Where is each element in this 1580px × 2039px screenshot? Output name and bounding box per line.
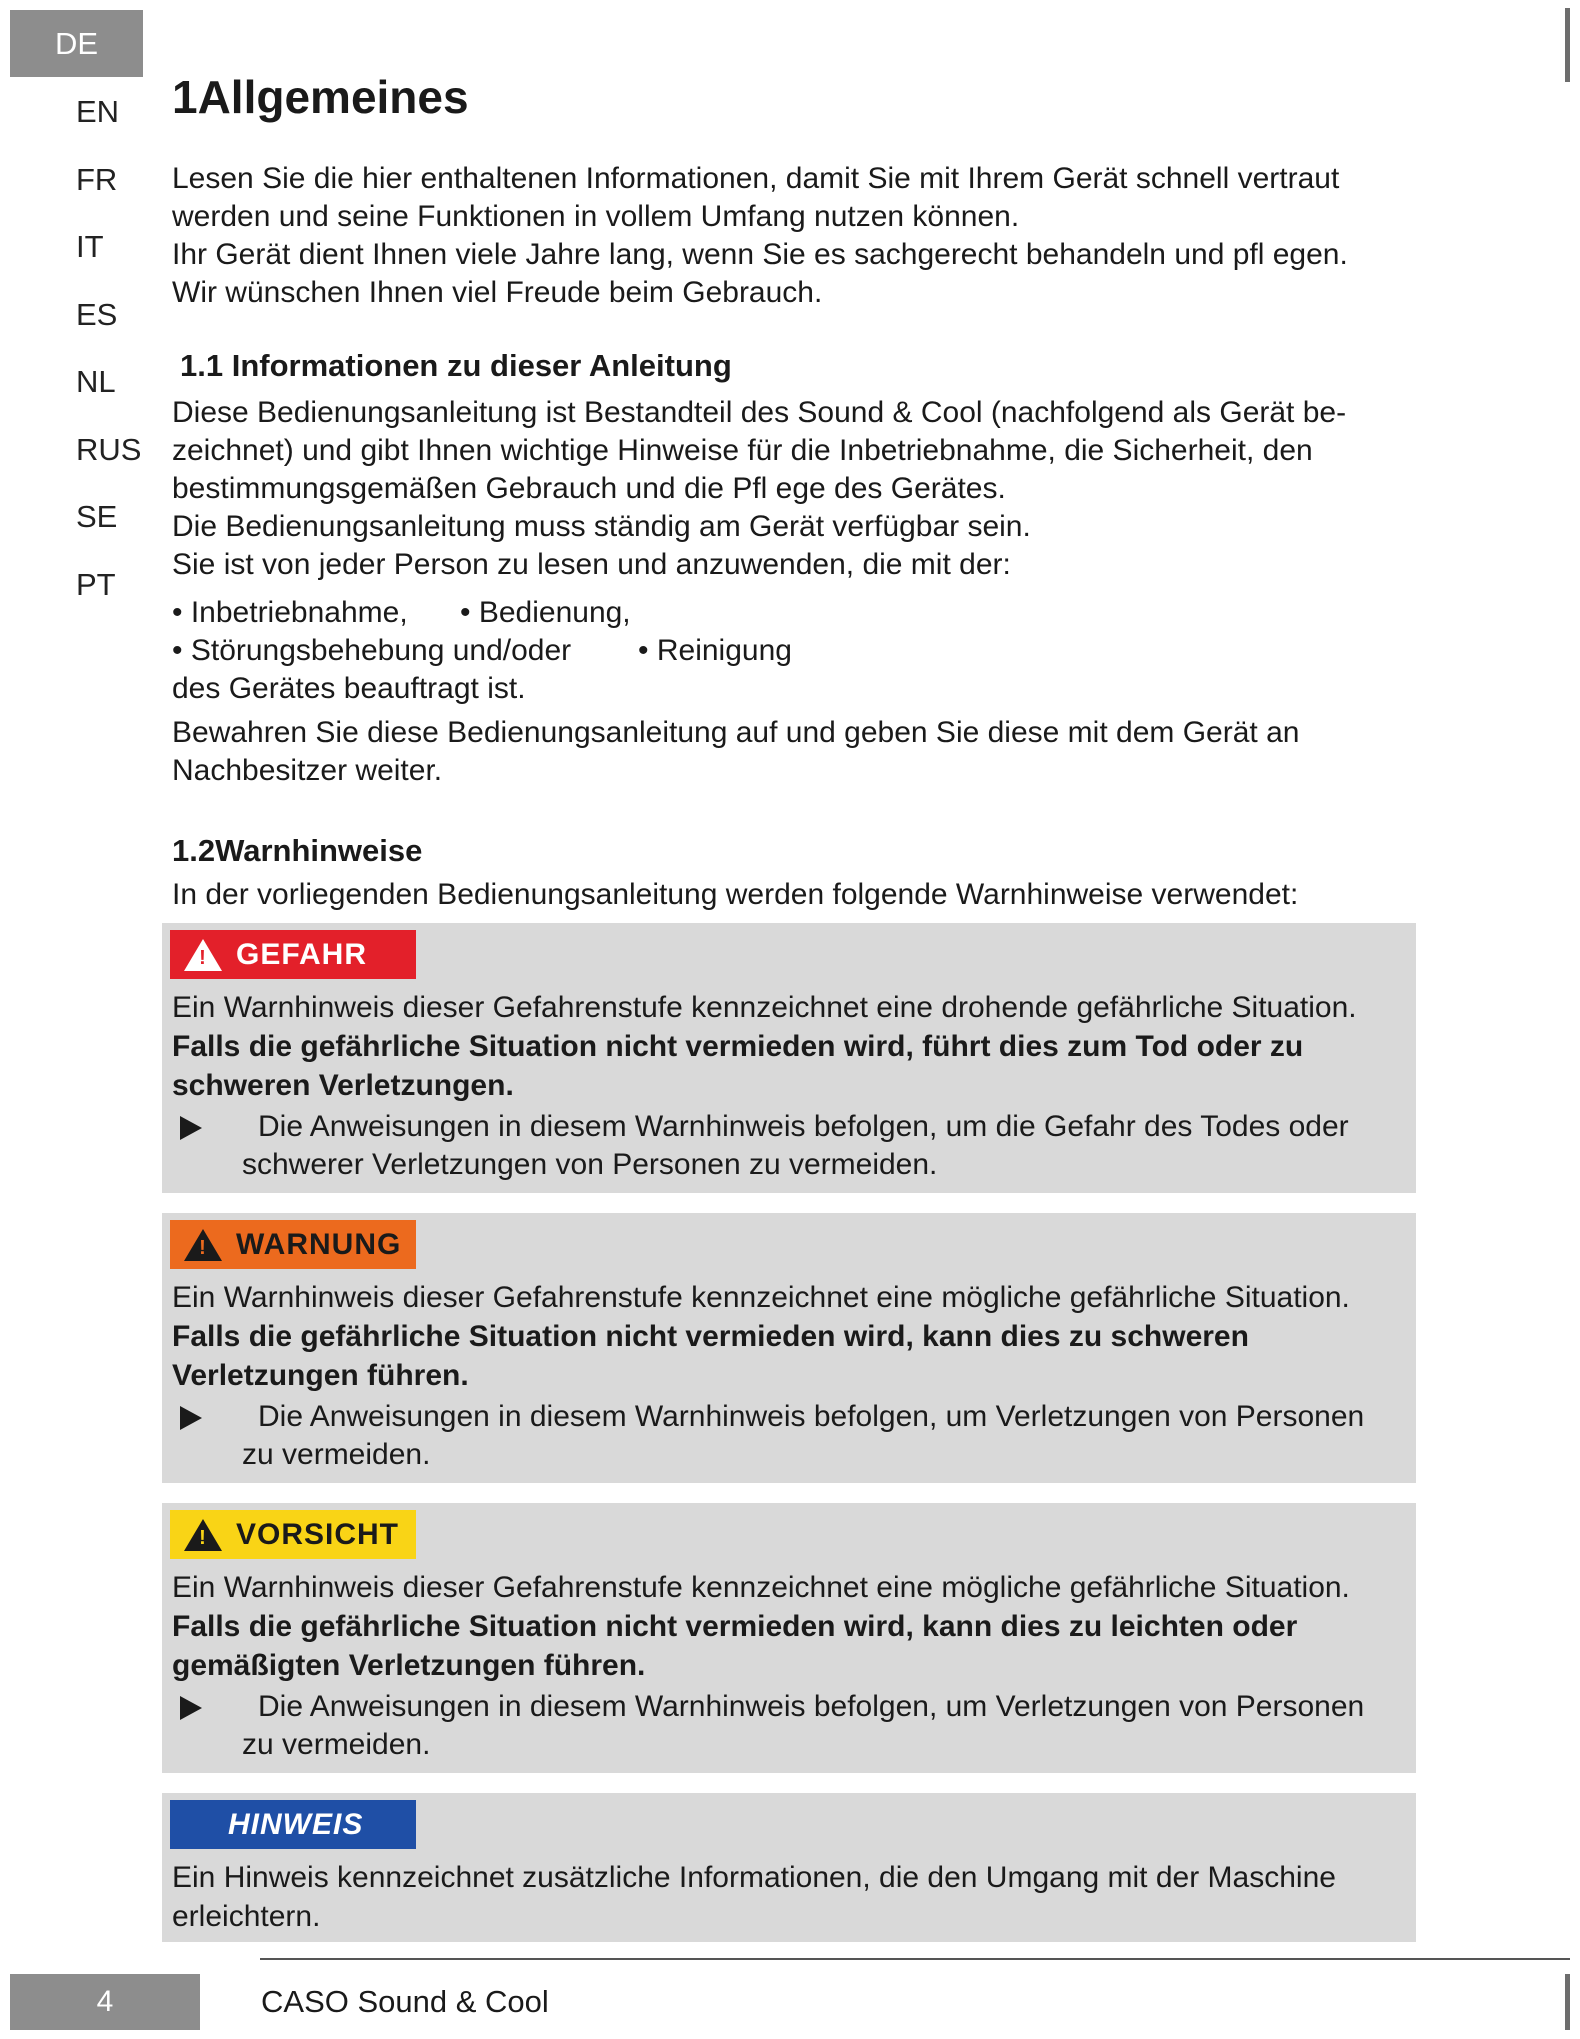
paragraph-line: zeichnet) und gibt Ihnen wichtige Hinweise für die Inbetriebnahme, die Sicherheit, den (172, 434, 1313, 467)
danger-description: Ein Warnhinweis dieser Gefahrenstufe kennzeichnet eine drohende gefährliche Situation. (172, 991, 1357, 1024)
warning-text (172, 1278, 1412, 1395)
bullet-list (172, 594, 792, 708)
notice-box (162, 1793, 1416, 1942)
paragraph-line: Sie ist von jeder Person zu lesen und anzuwenden, die mit der: (172, 548, 1011, 581)
paragraph-line: bestimmungsgemäßen Gebrauch und die Pfl ege des Gerätes. (172, 472, 1006, 505)
lang-tab-fr[interactable]: FR (76, 162, 118, 197)
lang-tab-pt[interactable]: PT (76, 567, 116, 602)
notice-badge (170, 1800, 416, 1849)
footer-divider (260, 1958, 1570, 1960)
intro-line: Wir wünschen Ihnen viel Freude beim Gebrauch. (172, 276, 823, 309)
arrow-right-icon (180, 1696, 202, 1720)
intro-paragraph (172, 160, 1432, 312)
warning-consequence: Verletzungen führen. (172, 1359, 469, 1392)
paragraph-line: Diese Bedienungsanleitung ist Bestandteil des Sound & Cool (nachfolgend als Gerät be- (172, 396, 1347, 429)
notice-text (172, 1858, 1412, 1936)
danger-box (162, 923, 1416, 1193)
lang-tab-rus[interactable]: RUS (76, 432, 142, 467)
lang-tab-se[interactable]: SE (76, 499, 118, 534)
warning-triangle-icon: ! (184, 1229, 222, 1261)
notice-label: HINWEIS (228, 1807, 364, 1841)
instruction-text: Die Anweisungen in diesem Warnhinweis befolgen, um Verletzungen von Personen zu vermeiden. (242, 1400, 1365, 1471)
caution-label: VORSICHT (236, 1517, 400, 1551)
caution-consequence: Falls die gefährliche Situation nicht vermieden wird, kann dies zu leichten oder (172, 1610, 1298, 1643)
section-heading-1-2: 1.2Warnhinweise (172, 833, 423, 868)
footer-title: CASO Sound & Cool (261, 1984, 549, 2019)
instruction-text: Die Anweisungen in diesem Warnhinweis befolgen, um Verletzungen von Personen zu vermeiden. (242, 1690, 1365, 1761)
arrow-right-icon (180, 1116, 202, 1140)
intro-line: Lesen Sie die hier enthaltenen Informationen, damit Sie mit Ihrem Gerät schnell vertraut (172, 162, 1340, 195)
paragraph-line: Die Bedienungsanleitung muss ständig am Gerät verfügbar sein. (172, 510, 1031, 543)
intro-line: Ihr Gerät dient Ihnen viele Jahre lang, wenn Sie es sachgerecht behandeln und pfl egen. (172, 238, 1348, 271)
edge-marker-top (1565, 8, 1570, 82)
danger-consequence: Falls die gefährliche Situation nicht vermieden wird, führt dies zum Tod oder zu (172, 1030, 1304, 1063)
caution-box (162, 1503, 1416, 1773)
intro-line: werden und seine Funktionen in vollem Umfang nutzen können. (172, 200, 1020, 233)
notice-line: Ein Hinweis kennzeichnet zusätzliche Informationen, die den Umgang mit der Maschine (172, 1861, 1336, 1894)
paragraph-line: des Gerätes beauftragt ist. (172, 672, 526, 705)
warning-description: Ein Warnhinweis dieser Gefahrenstufe kennzeichnet eine mögliche gefährliche Situation. (172, 1281, 1350, 1314)
danger-badge (170, 930, 416, 979)
bullet-row (172, 632, 792, 670)
instruction-text: Die Anweisungen in diesem Warnhinweis befolgen, um die Gefahr des Todes oder schwerer Verletzungen von Personen zu vermeiden. (242, 1110, 1349, 1181)
danger-label: GEFAHR (236, 937, 368, 971)
notice-line: erleichtern. (172, 1900, 321, 1933)
danger-text (172, 988, 1412, 1105)
list-item: • Reinigung (638, 634, 792, 667)
lang-tab-nl[interactable]: NL (76, 364, 116, 399)
warning-triangle-icon: ! (184, 939, 222, 971)
paragraph-line: Bewahren Sie diese Bedienungsanleitung auf und geben Sie diese mit dem Gerät an (172, 716, 1300, 749)
list-item: • Bedienung, (460, 596, 631, 629)
paragraph-line: Nachbesitzer weiter. (172, 754, 443, 787)
caution-consequence: gemäßigten Verletzungen führen. (172, 1649, 646, 1682)
page-title: 1Allgemeines (172, 71, 469, 123)
section-1-1-closing (172, 714, 1432, 790)
section-1-1-paragraph (172, 394, 1432, 584)
lang-tab-it[interactable]: IT (76, 229, 104, 264)
warning-label: WARNUNG (236, 1227, 402, 1261)
arrow-right-icon (180, 1406, 202, 1430)
danger-consequence: schweren Verletzungen. (172, 1069, 514, 1102)
list-item: • Störungsbehebung und/oder (172, 634, 572, 667)
warning-box (162, 1213, 1416, 1483)
section-heading-1-1: 1.1 Informationen zu dieser Anleitung (180, 348, 732, 383)
caution-badge (170, 1510, 416, 1559)
warning-badge (170, 1220, 416, 1269)
bullet-row (172, 594, 792, 632)
list-item: • Inbetriebnahme, (172, 596, 408, 629)
lang-tab-de[interactable]: DE (10, 10, 143, 77)
edge-marker-bottom (1565, 1974, 1570, 2030)
lang-tab-es[interactable]: ES (76, 297, 118, 332)
caution-description: Ein Warnhinweis dieser Gefahrenstufe kennzeichnet eine mögliche gefährliche Situation. (172, 1571, 1350, 1604)
warning-consequence: Falls die gefährliche Situation nicht vermieden wird, kann dies zu schweren (172, 1320, 1249, 1353)
section-1-2-intro: In der vorliegenden Bedienungsanleitung werden folgende Warnhinweise verwendet: (172, 878, 1299, 911)
warning-triangle-icon: ! (184, 1519, 222, 1551)
caution-text (172, 1568, 1412, 1685)
page-number: 4 (10, 1974, 200, 2030)
lang-tab-en[interactable]: EN (76, 94, 120, 129)
